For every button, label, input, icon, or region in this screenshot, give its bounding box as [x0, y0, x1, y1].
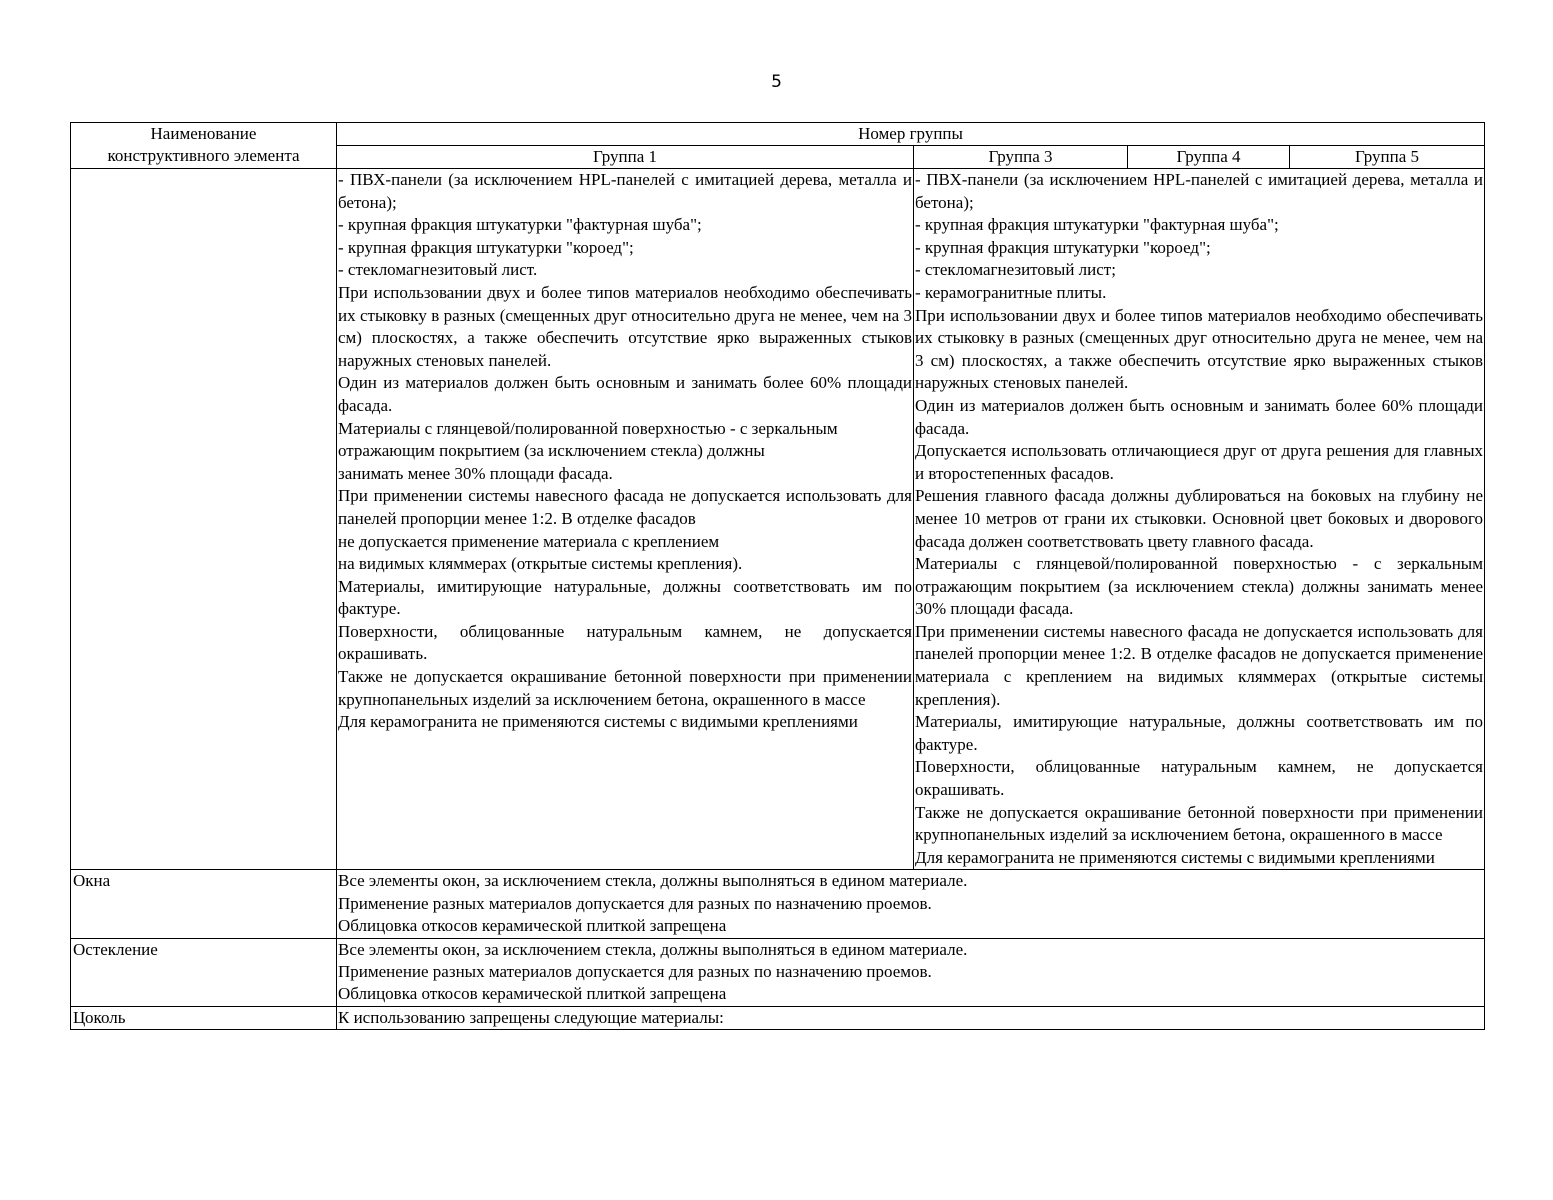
group3-header: Группа 3 [914, 146, 1128, 169]
g35-para: Допускается использовать отличающиеся друг от друга решения для главных и второстепенных фасадов. [915, 441, 1483, 483]
header-row-1 [71, 123, 1485, 146]
g1-para: Поверхности, облицованные натуральным камнем, не допускается окрашивать. [338, 621, 912, 664]
windows-content [337, 870, 1485, 938]
g1-para: - ПВХ-панели (за исключением HPL-панелей с имитацией дерева, металла и бетона); [338, 170, 912, 212]
g1-para: Для керамогранита не применяются системы с видимыми креплениями [338, 712, 858, 732]
plinth-content [337, 1006, 1485, 1029]
glazing-line: Облицовка откосов керамической плиткой запрещена [338, 984, 727, 1004]
g35-para: Поверхности, облицованные натуральным камнем, не допускается окрашивать. [915, 757, 1483, 800]
g1-para: При применении системы навесного фасада не допускается использовать для панелей пропорции менее 1:2. В отделке фасадов [338, 486, 912, 528]
glazing-line: Применение разных материалов допускается для разных по назначению проемов. [338, 962, 932, 982]
g1-para: Один из материалов должен быть основным и занимать более 60% площади фасада. [338, 373, 912, 415]
g35-para: Для керамогранита не применяются системы с видимыми креплениями [915, 847, 1435, 867]
g35-para: - крупная фракция штукатурки "фактурная шуба"; [915, 215, 1279, 235]
g1-para: Материалы с глянцевой/полированной поверхностью - с зеркальным [338, 418, 838, 438]
g1-para: не допускается применение материала с креплением [338, 531, 720, 551]
windows-line: Облицовка откосов керамической плиткой запрещена [338, 916, 727, 936]
plinth-label: Цоколь [71, 1006, 337, 1029]
windows-label: Окна [71, 870, 337, 938]
g35-para: Один из материалов должен быть основным и занимать более 60% площади фасада. [915, 395, 1483, 438]
element-name-header-line1: Наименование [150, 124, 257, 143]
g1-para: отражающим покрытием (за исключением стекла) должны [338, 441, 765, 461]
g1-para: Материалы, имитирующие натуральные, должны соответствовать им по фактуре. [338, 576, 912, 619]
g35-para: Материалы с глянцевой/полированной поверхностью - с зеркальным отражающим покрытием (за исключением стекла) должны занимать менее 30% площади фасада. [915, 554, 1483, 619]
group-number-header: Номер группы [337, 123, 1485, 146]
windows-line: Применение разных материалов допускается для разных по назначению проемов. [338, 893, 932, 913]
requirements-table [70, 122, 1485, 1030]
g35-para: Решения главного фасада должны дублироваться на боковых на глубину не менее 10 метров от грани их стыковки. Основной цвет боковых и дворового фасада должен соответствовать цвету главного фасада. [915, 486, 1483, 551]
g35-para: Также не допускается окрашивание бетонной поверхности при применении крупнопанельных изделий за исключением бетона, окрашенного в массе [915, 802, 1483, 845]
g35-para: При использовании двух и более типов материалов необходимо обеспечивать их стыковку в разных (смещенных друг относительно друга не менее, чем на 3 см) плоскостях, а также обеспечить отсутствие ярко выраженных стыков наружных стеновых панелей. [915, 305, 1483, 393]
element-name-header [71, 123, 337, 169]
g35-para: Материалы, имитирующие натуральные, должны соответствовать им по фактуре. [915, 712, 1483, 754]
glazing-content [337, 938, 1485, 1006]
g1-para: - крупная фракция штукатурки "фактурная шуба"; [338, 215, 702, 235]
page-number: 5 [771, 72, 782, 92]
element-name-header-line2: конструктивного элемента [107, 146, 300, 165]
facade-element-cell [71, 169, 337, 870]
facade-row [71, 169, 1485, 870]
g35-para: - крупная фракция штукатурки "короед"; [915, 237, 1211, 257]
glazing-label: Остекление [71, 938, 337, 1006]
glazing-line: Все элементы окон, за исключением стекла, должны выполняться в едином материале. [338, 939, 968, 959]
facade-group1-cell [337, 169, 914, 870]
group1-header: Группа 1 [337, 146, 914, 169]
windows-line: Все элементы окон, за исключением стекла, должны выполняться в едином материале. [338, 871, 968, 891]
g35-para: - ПВХ-панели (за исключением HPL-панелей с имитацией дерева, металла и бетона); [915, 170, 1483, 212]
facade-group3-5-cell [914, 169, 1485, 870]
plinth-row [71, 1006, 1485, 1029]
glazing-row [71, 938, 1485, 1006]
windows-row [71, 870, 1485, 938]
group4-header: Группа 4 [1128, 146, 1290, 169]
g1-para: При использовании двух и более типов материалов необходимо обеспечивать их стыковку в разных (смещенных друг относительно друга не менее, чем на 3 см) плоскостях, а также обеспечить отсутствие ярко выраженных стыков наружных стеновых панелей. [338, 282, 912, 370]
g35-para: - керамогранитные плиты. [915, 282, 1107, 302]
g1-para: Также не допускается окрашивание бетонной поверхности при применении крупнопанельных изделий за исключением бетона, окрашенного в массе [338, 667, 912, 709]
g35-para: - стекломагнезитовый лист; [915, 260, 1116, 280]
plinth-line: К использованию запрещены следующие материалы: [338, 1007, 724, 1027]
g1-para: - стекломагнезитовый лист. [338, 260, 538, 280]
g1-para: на видимых кляммерах (открытые системы крепления). [338, 554, 743, 574]
g1-para: - крупная фракция штукатурки "короед"; [338, 237, 634, 257]
group5-header: Группа 5 [1290, 146, 1485, 169]
g35-para: При применении системы навесного фасада не допускается использовать для панелей пропорции менее 1:2. В отделке фасадов не допускается применение материала с креплением на видимых кляммерах (открытые системы крепления). [915, 621, 1483, 709]
g1-para: занимать менее 30% площади фасада. [338, 463, 613, 483]
